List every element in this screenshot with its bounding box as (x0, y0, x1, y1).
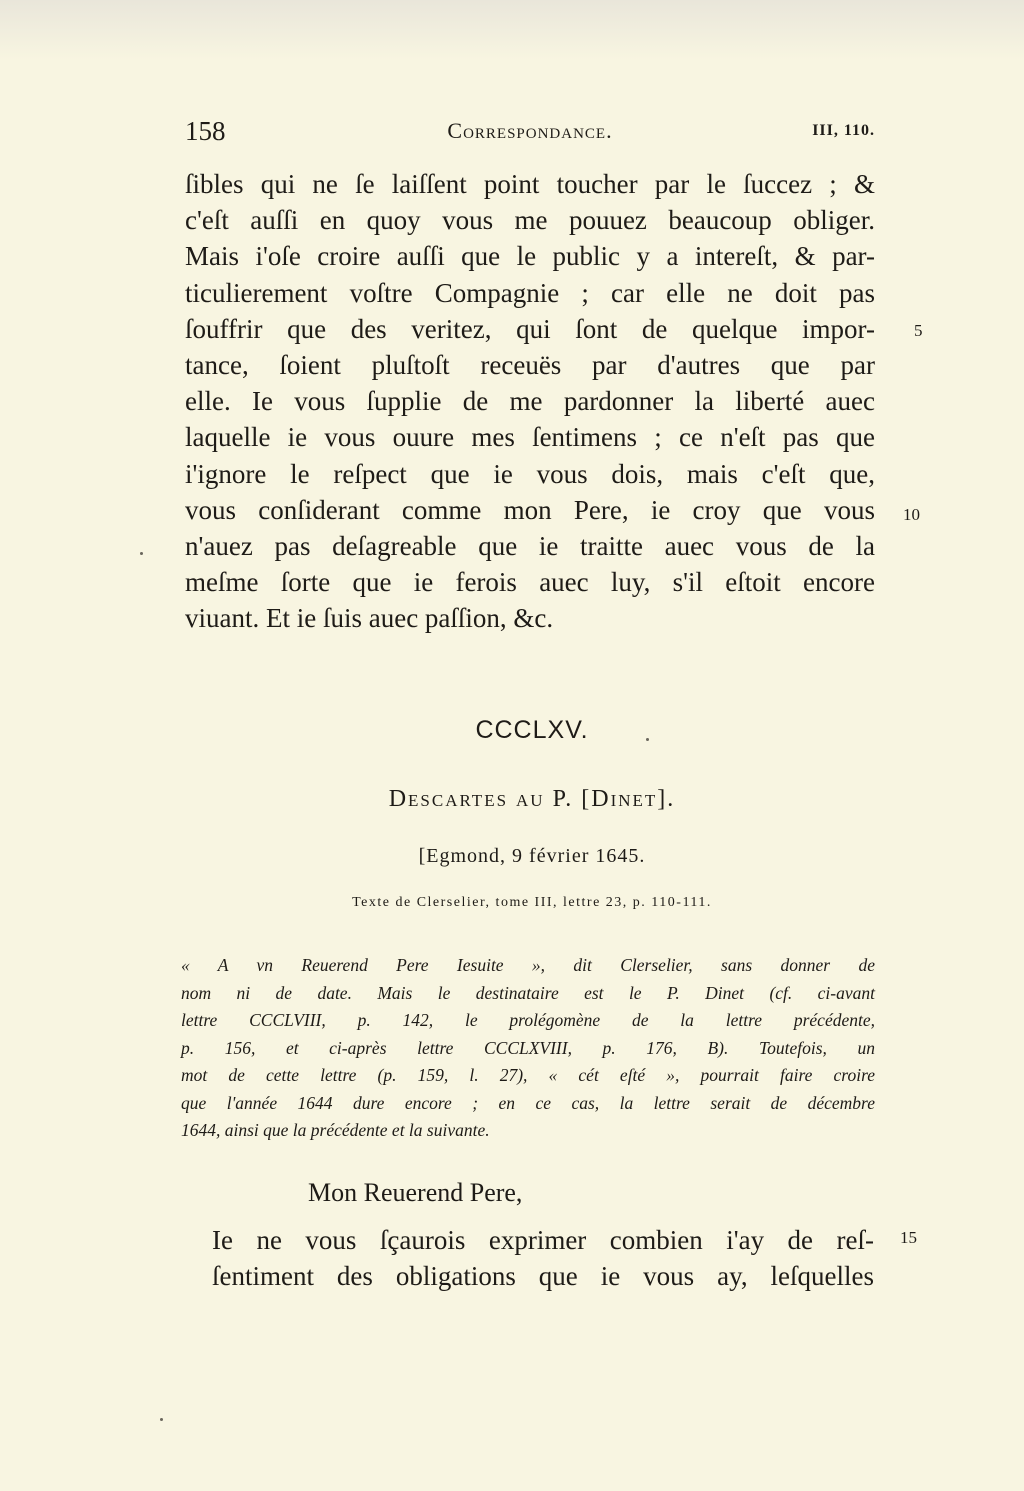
text-line: ſentiment des obligations que ie vous ay, leſquelles (212, 1261, 874, 1292)
text-line: ſouffrir que des veritez, qui ſont de quelque impor- (185, 313, 875, 344)
margin-speck (160, 1418, 163, 1421)
text-line: Mais i'oſe croire auſſi que le public y a intereſt, & par- (185, 241, 875, 272)
running-title: Correspondance. (447, 118, 613, 143)
text-line: ſibles qui ne ſe laiſſent point toucher par le ſuccez ; & (185, 169, 875, 199)
salutation: Mon Reuerend Pere, (308, 1178, 523, 1207)
letter-number: CCCLXV. (475, 716, 589, 744)
commentary-line: « A vn Reuerend Pere Iesuite », dit Clerselier, sans donner de (181, 955, 875, 975)
text-line: c'eſt auſſi en quoy vous me pouuez beaucoup obliger. (185, 205, 875, 236)
running-header (185, 116, 875, 156)
page-number: 158 (185, 116, 226, 146)
text-line: viuant. Et ie ſuis auec paſſion, &c. (185, 603, 554, 634)
source-note: Texte de Clerselier, tome III, lettre 23, p. 110-111. (352, 895, 712, 910)
commentary-line: mot de cette lettre (p. 159, l. 27), « cét eſté », pourrait faire croire (181, 1065, 875, 1085)
margin-speck (140, 552, 143, 555)
line-number: 5 (914, 321, 923, 340)
commentary-line: 1644, ainsi que la précédente et la suivante. (181, 1120, 490, 1140)
commentary-line: nom ni de date. Mais le destinataire est le P. Dinet (cf. ci-avant (181, 982, 875, 1003)
text-line: tance, ſoient pluſtoſt receuës par d'autres que par (185, 349, 875, 380)
volume-reference: III, 110. (812, 122, 875, 139)
margin-speck (646, 738, 649, 741)
text-line: n'auez pas deſagreable que ie traitte auec vous de la (185, 530, 875, 561)
line-number: 10 (903, 505, 920, 524)
commentary-line: que l'année 1644 dure encore ; en ce cas, la lettre serait de décembre (181, 1092, 875, 1113)
text-line: i'ignore le reſpect que ie vous dois, mais c'eſt que, (185, 458, 875, 489)
editorial-commentary (181, 952, 875, 1145)
letter-date: [Egmond, 9 février 1645. (418, 845, 646, 867)
text-line: meſme ſorte que ie ferois auec luy, s'il eſtoit encore (185, 567, 875, 598)
page-top-shadow (0, 0, 1024, 60)
letter-heading: Descartes au P. [Dinet]. (388, 786, 676, 812)
text-line: laquelle ie vous ouure mes ſentimens ; ce n'eſt pas que (185, 422, 875, 453)
letter-body-text (212, 1222, 874, 1294)
commentary-line: p. 156, et ci-après lettre CCCLXVIII, p. 176, B). Toutefois, un (181, 1037, 875, 1058)
text-line: vous conſiderant comme mon Pere, ie croy que vous (185, 494, 875, 525)
letter-continuation-text (185, 166, 875, 636)
text-line: ticulierement voſtre Compagnie ; car elle ne doit pas (185, 277, 875, 308)
text-line: Ie ne vous ſçaurois exprimer combien i'ay de reſ- (212, 1225, 874, 1255)
commentary-line: lettre CCCLVIII, p. 142, le prolégomène de la lettre précédente, (181, 1010, 875, 1030)
text-line: elle. Ie vous ſupplie de me pardonner la liberté auec (185, 386, 875, 417)
line-number: 15 (900, 1228, 917, 1247)
